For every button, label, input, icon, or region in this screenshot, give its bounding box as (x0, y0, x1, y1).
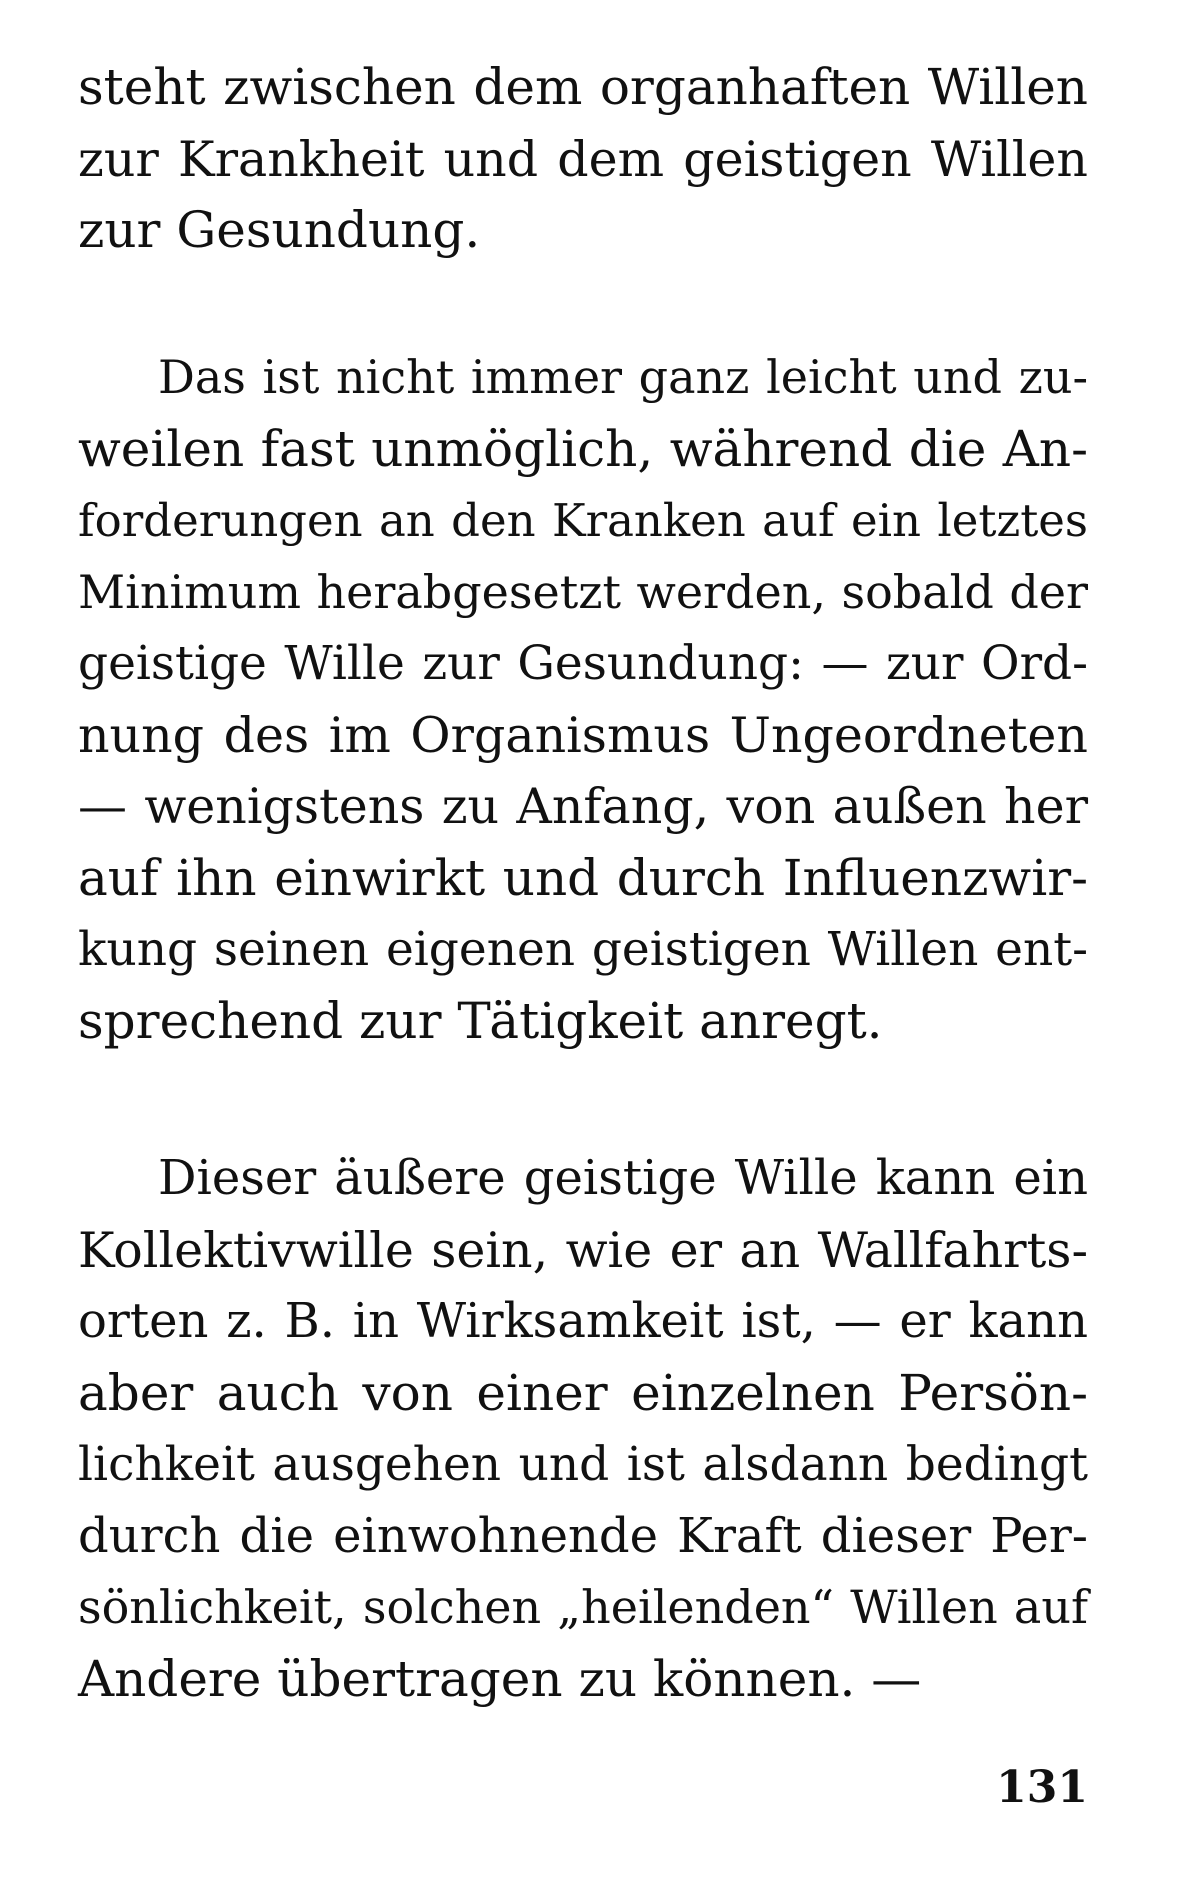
paragraph-3 (78, 1143, 1088, 1715)
text-line: durch die einwohnende Kraft dieser Per- (78, 1507, 1088, 1564)
text-line: Kollektivwille sein, wie er an Wallfahrts- (78, 1221, 1088, 1279)
text-line: forderungen an den Kranken auf ein letztes (78, 494, 1088, 547)
text-line: zur Krankheit und dem geistigen Willen (78, 130, 1088, 188)
text-line: sönlichkeit, solchen „heilenden“ Willen auf (78, 1580, 1088, 1634)
paragraph-1 (78, 52, 1088, 267)
text-line: kung seinen eigenen geistigen Willen ent- (78, 922, 1088, 977)
paragraph-2 (78, 342, 1088, 1057)
text-line: Minimum herabgesetzt werden, sobald der (78, 564, 1088, 619)
text-line: Andere übertragen zu können. — (78, 1649, 922, 1708)
text-line: Dieser äußere geistige Wille kann ein (158, 1150, 1088, 1206)
text-line: auf ihn einwirkt und durch Influenzwir- (78, 848, 1088, 907)
text-line: nung des im Organismus Ungeordneten (78, 706, 1088, 764)
text-line: weilen fast unmöglich, während die An- (78, 419, 1088, 478)
text-line: lichkeit ausgehen und ist alsdann bedingt (78, 1437, 1088, 1492)
text-line: aber auch von einer einzelnen Persön- (78, 1363, 1088, 1422)
text-line: steht zwischen dem organhaften Willen (78, 58, 1088, 116)
text-line: geistige Wille zur Gesundung: — zur Ord- (78, 636, 1088, 691)
page-number: 131 (996, 1762, 1088, 1813)
text-line: orten z. B. in Wirksamkeit ist, — er kann (78, 1293, 1088, 1349)
text-line: Das ist nicht immer ganz leicht und zu- (158, 350, 1088, 404)
text-line: — wenigstens zu Anfang, von außen her (78, 778, 1088, 835)
text-line: sprechend zur Tätigkeit anregt. (78, 991, 883, 1050)
text-line: zur Gesundung. (78, 201, 481, 259)
